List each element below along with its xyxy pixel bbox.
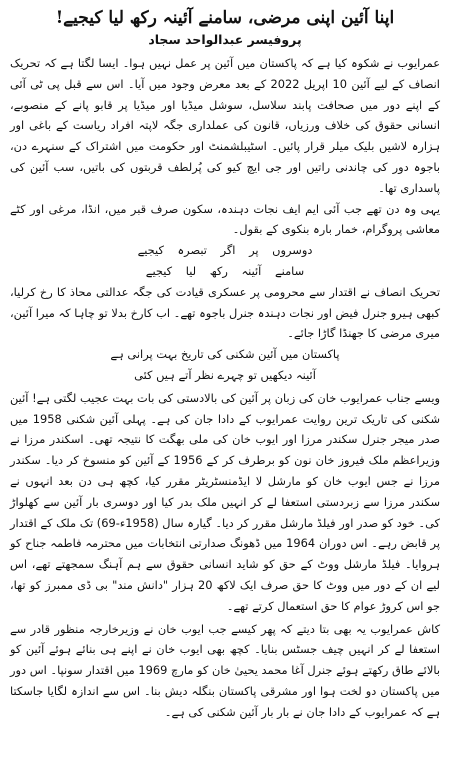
paragraph-3: تحریک انصاف نے اقتدار سے محرومی پر عسکری قیادت کی جگہ عدالتی محاذ کا رخ کرلیا، کبھی ہیرو جنرل فیض اور نجات دہندہ جنرل باجوہ تھے۔ اب کارخ بدلا تو چاہا کہ میرا آئین، میری مرضی کا جھنڈا گاڑا جائے۔ — [10, 284, 440, 341]
verse-2-line-2: آئینہ دیکھیں تو چہرے نظر آتے ہیں کئی — [134, 367, 316, 382]
author-name: پروفیسر عبدالواحد سجاد — [148, 32, 302, 47]
verse-1-line-1: دوسروں پر اگر تبصرہ کیجیے — [137, 243, 313, 258]
paragraph-5: کاش عمرایوب یہ بھی بتا دیتے کہ پھر کیسے جب ایوب خان نے وزیرخارجہ منظور قادر سے استعفا لے کر انہیں چیف جسٹس بنایا۔ کچھ بھی ایوب خان نے اپنے ہی بنائے ہوئے آئین کو بالائے طاق رکھتے ہوئے جنرل آغا محمد یحییٰ خان کو مارچ 1969 میں اقتدار سونپا۔ اس دور میں پاکستان دو لخت ہوا اور مشرقی پاکستان بنگلہ دیش بنا۔ اس سے اندازہ لگایا جاسکتا ہے کہ عمرایوب کے دادا جان نے بار بار آئین شکنی کی ہے۔ — [10, 621, 440, 719]
paragraph-1: عمرایوب نے شکوہ کیا ہے کہ پاکستان میں آئین پر عمل نہیں ہوا۔ ایسا لگتا ہے کہ تحریک انصاف کے لیے آئین 10 اپریل 2022 کے بعد معرض وجود میں آیا۔ اس سے قبل پی ٹی آئی کے اپنے دور میں صحافت پابند سلاسل، سوشل میڈیا اور میڈیا پر قابو پانے کے منصوبے، انسانی حقوق کی خلاف ورزیاں، قانون کی عملداری جگہ لاپتہ افراد ریاست کے باغی اور ہزارہ لاشیں بلیک میلر قرار پائیں۔ اسٹیبلشمنٹ اور حکومت میں اشتراک کے سنہرے دن، باجوہ دور کی چاندنی راتیں اور جی ایچ کیو کی پُرلطف قربتوں کی باتیں، سب آئین کی پاسداری تھا۔ — [10, 56, 440, 195]
verse-block-1 — [10, 240, 440, 282]
paragraph-2: یہی وہ دن تھے جب آئی ایم ایف نجات دہندہ، سکون صرف قبر میں، انڈا، مرغی اور کٹے معاشی پروگرام، خمار بارہ بنکوی کے بقول۔ — [10, 201, 440, 237]
paragraph-4: ویسے جناب عمرایوب خان کی زبان پر آئین کی بالادستی کی بات بہت عجیب لگتی ہے! آئین شکنی کی تاریک ترین روایت عمرایوب کے دادا جان کی ہے۔ پہلی آئین شکنی 1958 میں صدر میجر جنرل سکندر مرزا اور ایوب خان کی ملی بھگت کا نتیجہ تھی۔ اسکندر مرزا نے وزیراعظم ملک فیروز خان نون کو برطرف کر کے 1956 کے آئین کو منسوخ کر دیا۔ سکندر مرزا نے جس ایوب خان کو مارشل لا ایڈمنسٹریٹر مقرر کیا، کچھ ہی دن بعد انہوں نے سکندر مرزا سے زبردستی استعفا لے کر انہیں ملک بدر کیا اور دوسری بار آئین سے کھلواڑ کی۔ خود کو صدر اور فیلڈ مارشل مقرر کر دیا۔ گیارہ سال (1958ء-69) تک ملک کے اقتدار پر قابض رہے۔ اس دوران 1964 میں ڈھونگ صدارتی انتخابات میں محترمہ فاطمہ جناح کو ہروایا۔ فیلڈ مارشل ووٹ کے حق کو شاید انسانی حقوق سے ہم آہنگ سمجھتے تھے، اس لیے ان کے دور میں ووٹ کا حق صرف ایک لاکھ 20 ہزار "دانش مند" بی ڈی ممبرز کو تھا، جو اس کروڑ عوام کا حق استعمال کرتے تھے۔ — [10, 390, 441, 613]
verse-2-line-1: پاکستان میں آئین شکنی کی تاریخ بہت پرانی ہے — [110, 347, 340, 362]
verse-1-line-2: سامنے آئینہ رکھ لیا کیجیے — [145, 263, 305, 278]
verse-block-2 — [10, 344, 440, 386]
article-title: اپنا آئین اپنی مرضی، سامنے آئینہ رکھ لیا کیجیے! — [55, 8, 395, 28]
